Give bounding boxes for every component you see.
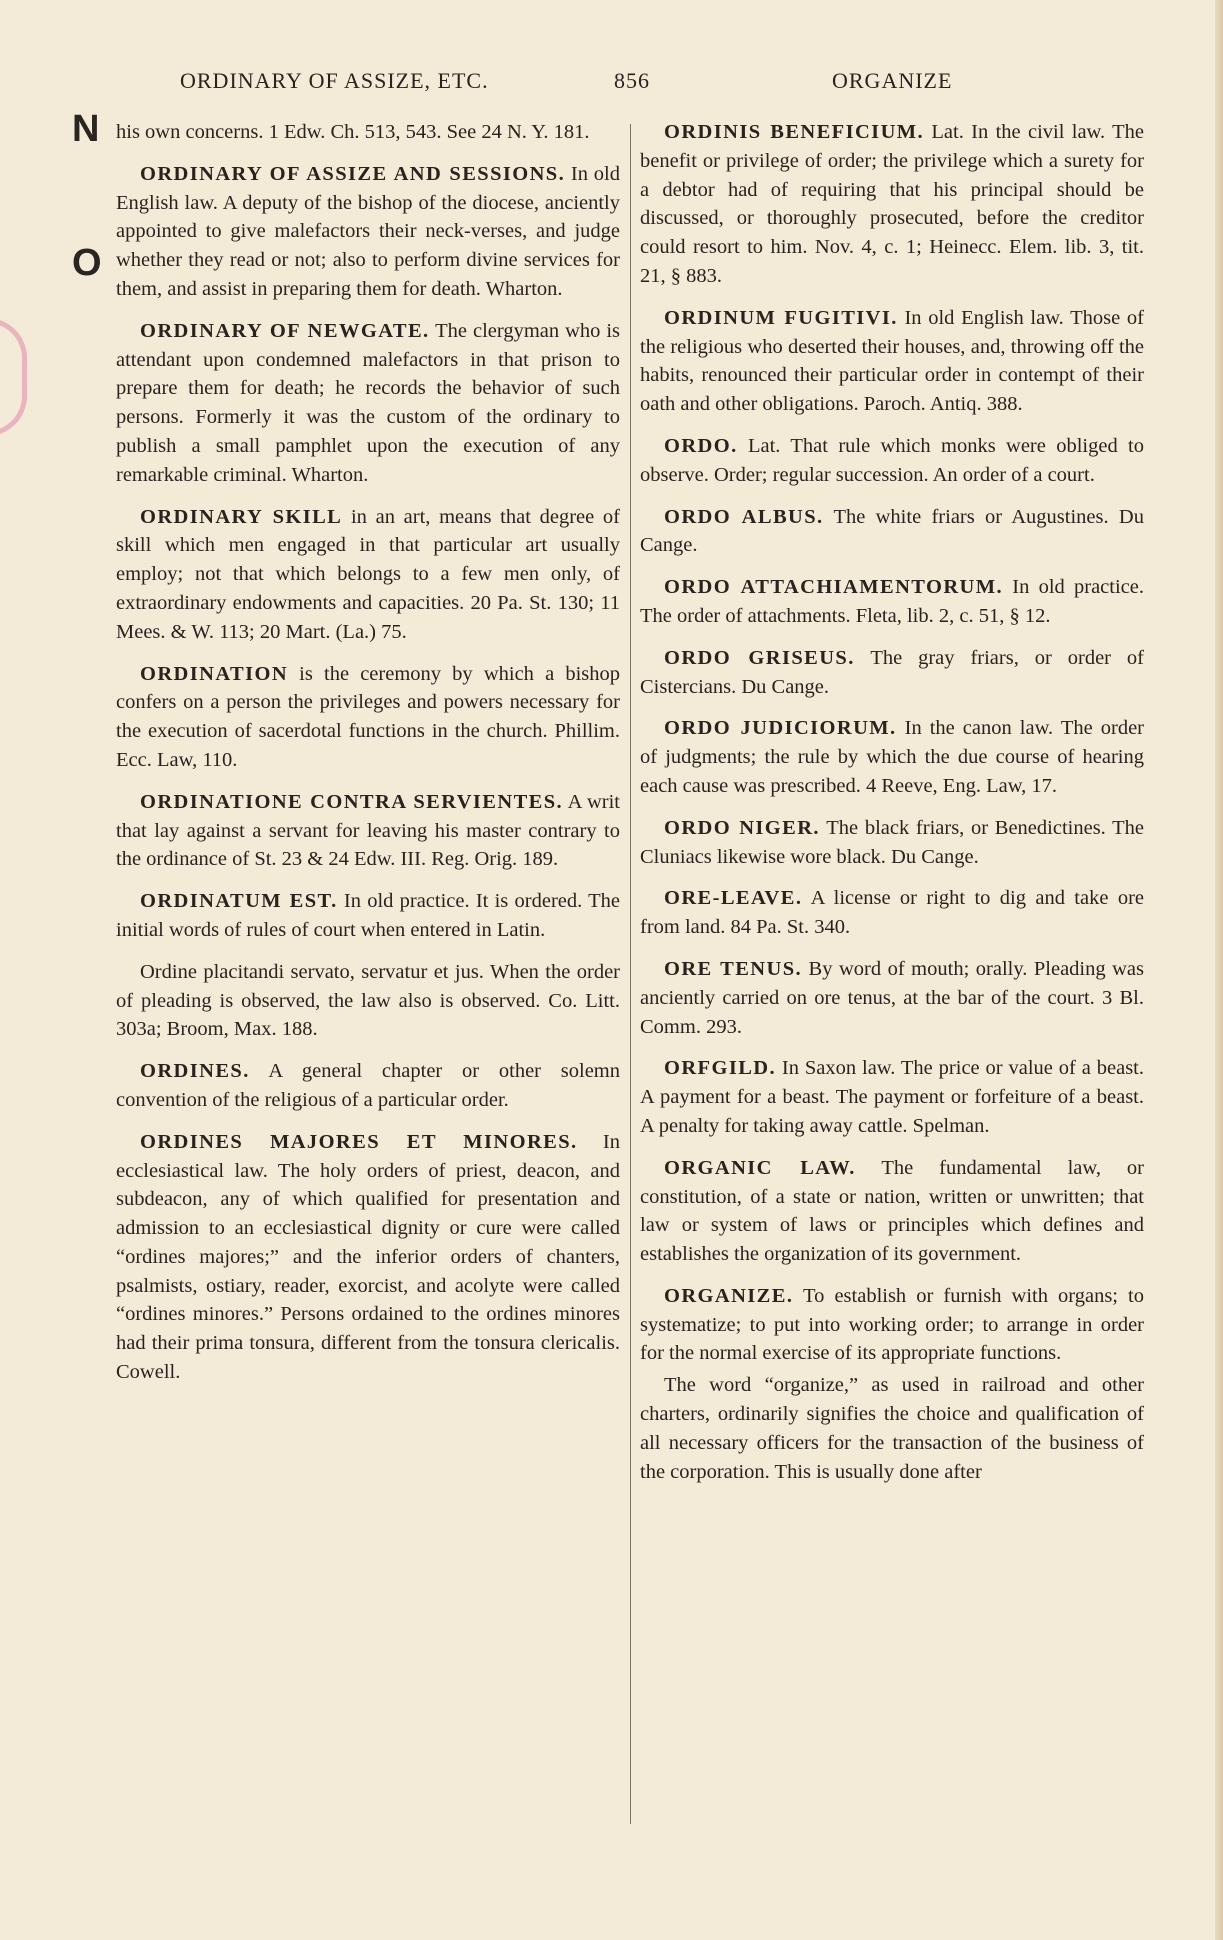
entry-orfgild — [640, 1054, 1144, 1140]
entry-headword: ORGANIZE. — [664, 1284, 794, 1307]
entry-ordinary-of-assize — [116, 160, 620, 304]
left-column — [116, 118, 620, 1400]
entry-ordinum-fugitivi — [640, 304, 1144, 419]
entry-ordinatione — [116, 788, 620, 874]
entry-ordination — [116, 660, 620, 775]
entry-ordinary-skill — [116, 503, 620, 647]
entry-body: Lat. That rule which monks were obliged to observe. Order; regular succession. An order of a court. — [640, 434, 1144, 486]
entry-ordinis-beneficium — [640, 118, 1144, 291]
entry-headword: ORDO JUDICIORUM. — [664, 717, 897, 740]
entry-headword: ORDO ATTACHIAMENTORUM. — [664, 576, 1004, 599]
entry-body: A license or right to dig and take ore from land. 84 Pa. St. 340. — [640, 887, 1144, 939]
right-column — [640, 118, 1144, 1499]
entry-body: The word “organize,” as used in railroad and other charters, ordinarily signifies the choice and qualification of all necessary officers for the transaction of the business of the corporation. This is usually done after — [640, 1374, 1144, 1483]
thumb-index-n: N — [72, 108, 100, 150]
entry-body: In the canon law. The order of judgments; the rule by which the due course of hearing each cause was prescribed. 4 Reeve, Eng. Law, 17. — [640, 717, 1144, 797]
entry-body: To establish or furnish with organs; to systematize; to put into working order; to arrange in order for the normal exercise of its appropriate functions. — [640, 1284, 1144, 1365]
entry-body: The white friars or Augustines. Du Cange. — [640, 505, 1144, 557]
entry-ordine-placitandi — [116, 958, 620, 1044]
entry-headword: ORDINARY OF ASSIZE AND SESSIONS. — [140, 162, 566, 185]
entry-body: his own concerns. 1 Edw. Ch. 513, 543. See 24 N. Y. 181. — [116, 121, 590, 143]
entry-organize-note — [640, 1371, 1144, 1486]
entry-headword: ORDINATUM EST. — [140, 890, 338, 913]
entry-body: A writ that lay against a servant for leaving his master contrary to the ordinance of St. 23 & 24 Edw. III. Reg. Orig. 189. — [116, 790, 620, 871]
entry-headword: ORDINARY OF NEWGATE. — [140, 319, 430, 342]
pink-ink-mark — [0, 318, 27, 436]
entry-ordo-judiciorum — [640, 714, 1144, 800]
entry-headword: ORDINATION — [140, 662, 289, 685]
entry-headword: ORDO GRISEUS. — [664, 646, 855, 669]
entry-maxim: Ordine placitandi servato, servatur et jus. — [140, 960, 484, 983]
entry-body: When the order of pleading is observed, the law also is observed. Co. Litt. 303a; Broom, Max. 188. — [116, 960, 621, 1041]
entry-headword: ORE TENUS. — [664, 957, 803, 980]
entry-body: The fundamental law, or constitution, of a state or nation, written or unwritten; that law or system of laws or principles which defines and establishes the organization of its government. — [640, 1156, 1144, 1266]
column-divider — [630, 124, 631, 1824]
entry-continued — [116, 118, 620, 147]
entry-headword: ORDINUM FUGITIVI. — [664, 306, 898, 329]
entry-body: By word of mouth; orally. Pleading was anciently carried on ore tenus, at the bar of the court. 3 Bl. Comm. 293. — [640, 957, 1144, 1038]
entry-organize — [640, 1282, 1144, 1368]
entry-body: The gray friars, or order of Cistercians. Du Cange. — [640, 646, 1144, 698]
entry-body: In old English law. A deputy of the bishop of the diocese, anciently appointed to give malefactors their neck-verses, and judge whether they read or not; also to perform divine services for them, and assist in preparing them for death. Wharton. — [116, 162, 620, 300]
entry-ordines-majores — [116, 1128, 620, 1387]
entry-body: In old practice. It is ordered. The initial words of rules of court when entered in Latin. — [116, 890, 620, 941]
entry-ore-tenus — [640, 955, 1144, 1041]
page-number: 856 — [614, 68, 650, 93]
entry-headword: ORGANIC LAW. — [664, 1156, 856, 1179]
entry-organic-law — [640, 1154, 1144, 1269]
entry-ore-leave — [640, 884, 1144, 942]
entry-body: In old practice. The order of attachments. Fleta, lib. 2, c. 51, § 12. — [640, 576, 1144, 627]
entry-headword: ORDINIS BENEFICIUM. — [664, 121, 925, 143]
entry-headword: ORDINARY SKILL — [140, 505, 343, 528]
entry-headword: ORDINATIONE CONTRA SERVIENTES. — [140, 790, 564, 813]
entry-headword: ORDINES MAJORES ET MINORES. — [140, 1130, 578, 1153]
entry-body: Lat. In the civil law. The benefit or privilege of order; the privilege which a surety for a debtor had of requiring that his principal should be discussed, or thoroughly prosecuted, before the creditor could resort to him. Nov. 4, c. 1; Heinecc. Elem. lib. 3, tit. 21, § 883. — [640, 121, 1144, 287]
running-head-left: ORDINARY OF ASSIZE, ETC. — [180, 68, 489, 93]
entry-headword: ORDO ALBUS. — [664, 505, 824, 528]
entry-body: In Saxon law. The price or value of a beast. A payment for a beast. The payment or forfeiture of a beast. A penalty for taking away cattle. Spelman. — [640, 1057, 1144, 1137]
entry-ordo-attachiamentorum — [640, 573, 1144, 631]
entry-headword: ORDO. — [664, 434, 738, 457]
entry-headword: ORDINES. — [140, 1060, 250, 1083]
entry-body: A general chapter or other solemn convention of the religious of a particular order. — [116, 1060, 620, 1111]
entry-ordo-niger — [640, 814, 1144, 872]
entry-ordo-albus — [640, 503, 1144, 561]
entry-body: The clergyman who is attendant upon condemned malefactors in that prison to prepare them for death; he records the behavior of such persons. Formerly it was the custom of the ordinary to publish a small pamphlet upon the execution of any remarkable criminal. Wharton. — [116, 319, 620, 486]
running-head-right: ORGANIZE — [832, 68, 953, 93]
page-edge — [1215, 0, 1223, 1940]
entry-ordo-griseus — [640, 644, 1144, 702]
entry-body: In ecclesiastical law. The holy orders of priest, deacon, and subdeacon, any of which qualified for presentation and admission to an ecclesiastical dignity or cure were called “ordines majores;” and the inferior orders of chanters, psalmists, ostiary, reader, exorcist, and acolyte were called “ordines minores.” Persons ordained to the ordines minores had their prima tonsura, different from the tonsura clericalis. Cowell. — [116, 1130, 620, 1384]
entry-ordinary-of-newgate — [116, 317, 620, 490]
entry-body: The black friars, or Benedictines. The Cluniacs likewise wore black. Du Cange. — [640, 816, 1144, 868]
running-head — [0, 68, 1223, 98]
entry-body: is the ceremony by which a bishop confers on a person the privileges and powers necessary for the execution of sacerdotal functions in the church. Phillim. Ecc. Law, 110. — [116, 662, 620, 771]
entry-body: In old English law. Those of the religious who deserted their houses, and, throwing off the habits, renounced their particular order in contempt of their oath and other obligations. Paroch. Antiq. 388. — [640, 306, 1144, 416]
entry-ordo — [640, 432, 1144, 490]
entry-ordines — [116, 1057, 620, 1115]
entry-body: in an art, means that degree of skill which men engaged in that particular art usually employ; not that which belongs to a few men only, of extraordinary endowments and capacities. 20 Pa. St. 130; 11 Mees. & W. 113; 20 Mart. (La.) 75. — [116, 505, 620, 643]
entry-ordinatum-est — [116, 887, 620, 945]
entry-headword: ORDO NIGER. — [664, 816, 820, 839]
entry-headword: ORFGILD. — [664, 1057, 776, 1080]
entry-headword: ORE-LEAVE. — [664, 887, 803, 910]
thumb-index-o: O — [72, 242, 102, 284]
